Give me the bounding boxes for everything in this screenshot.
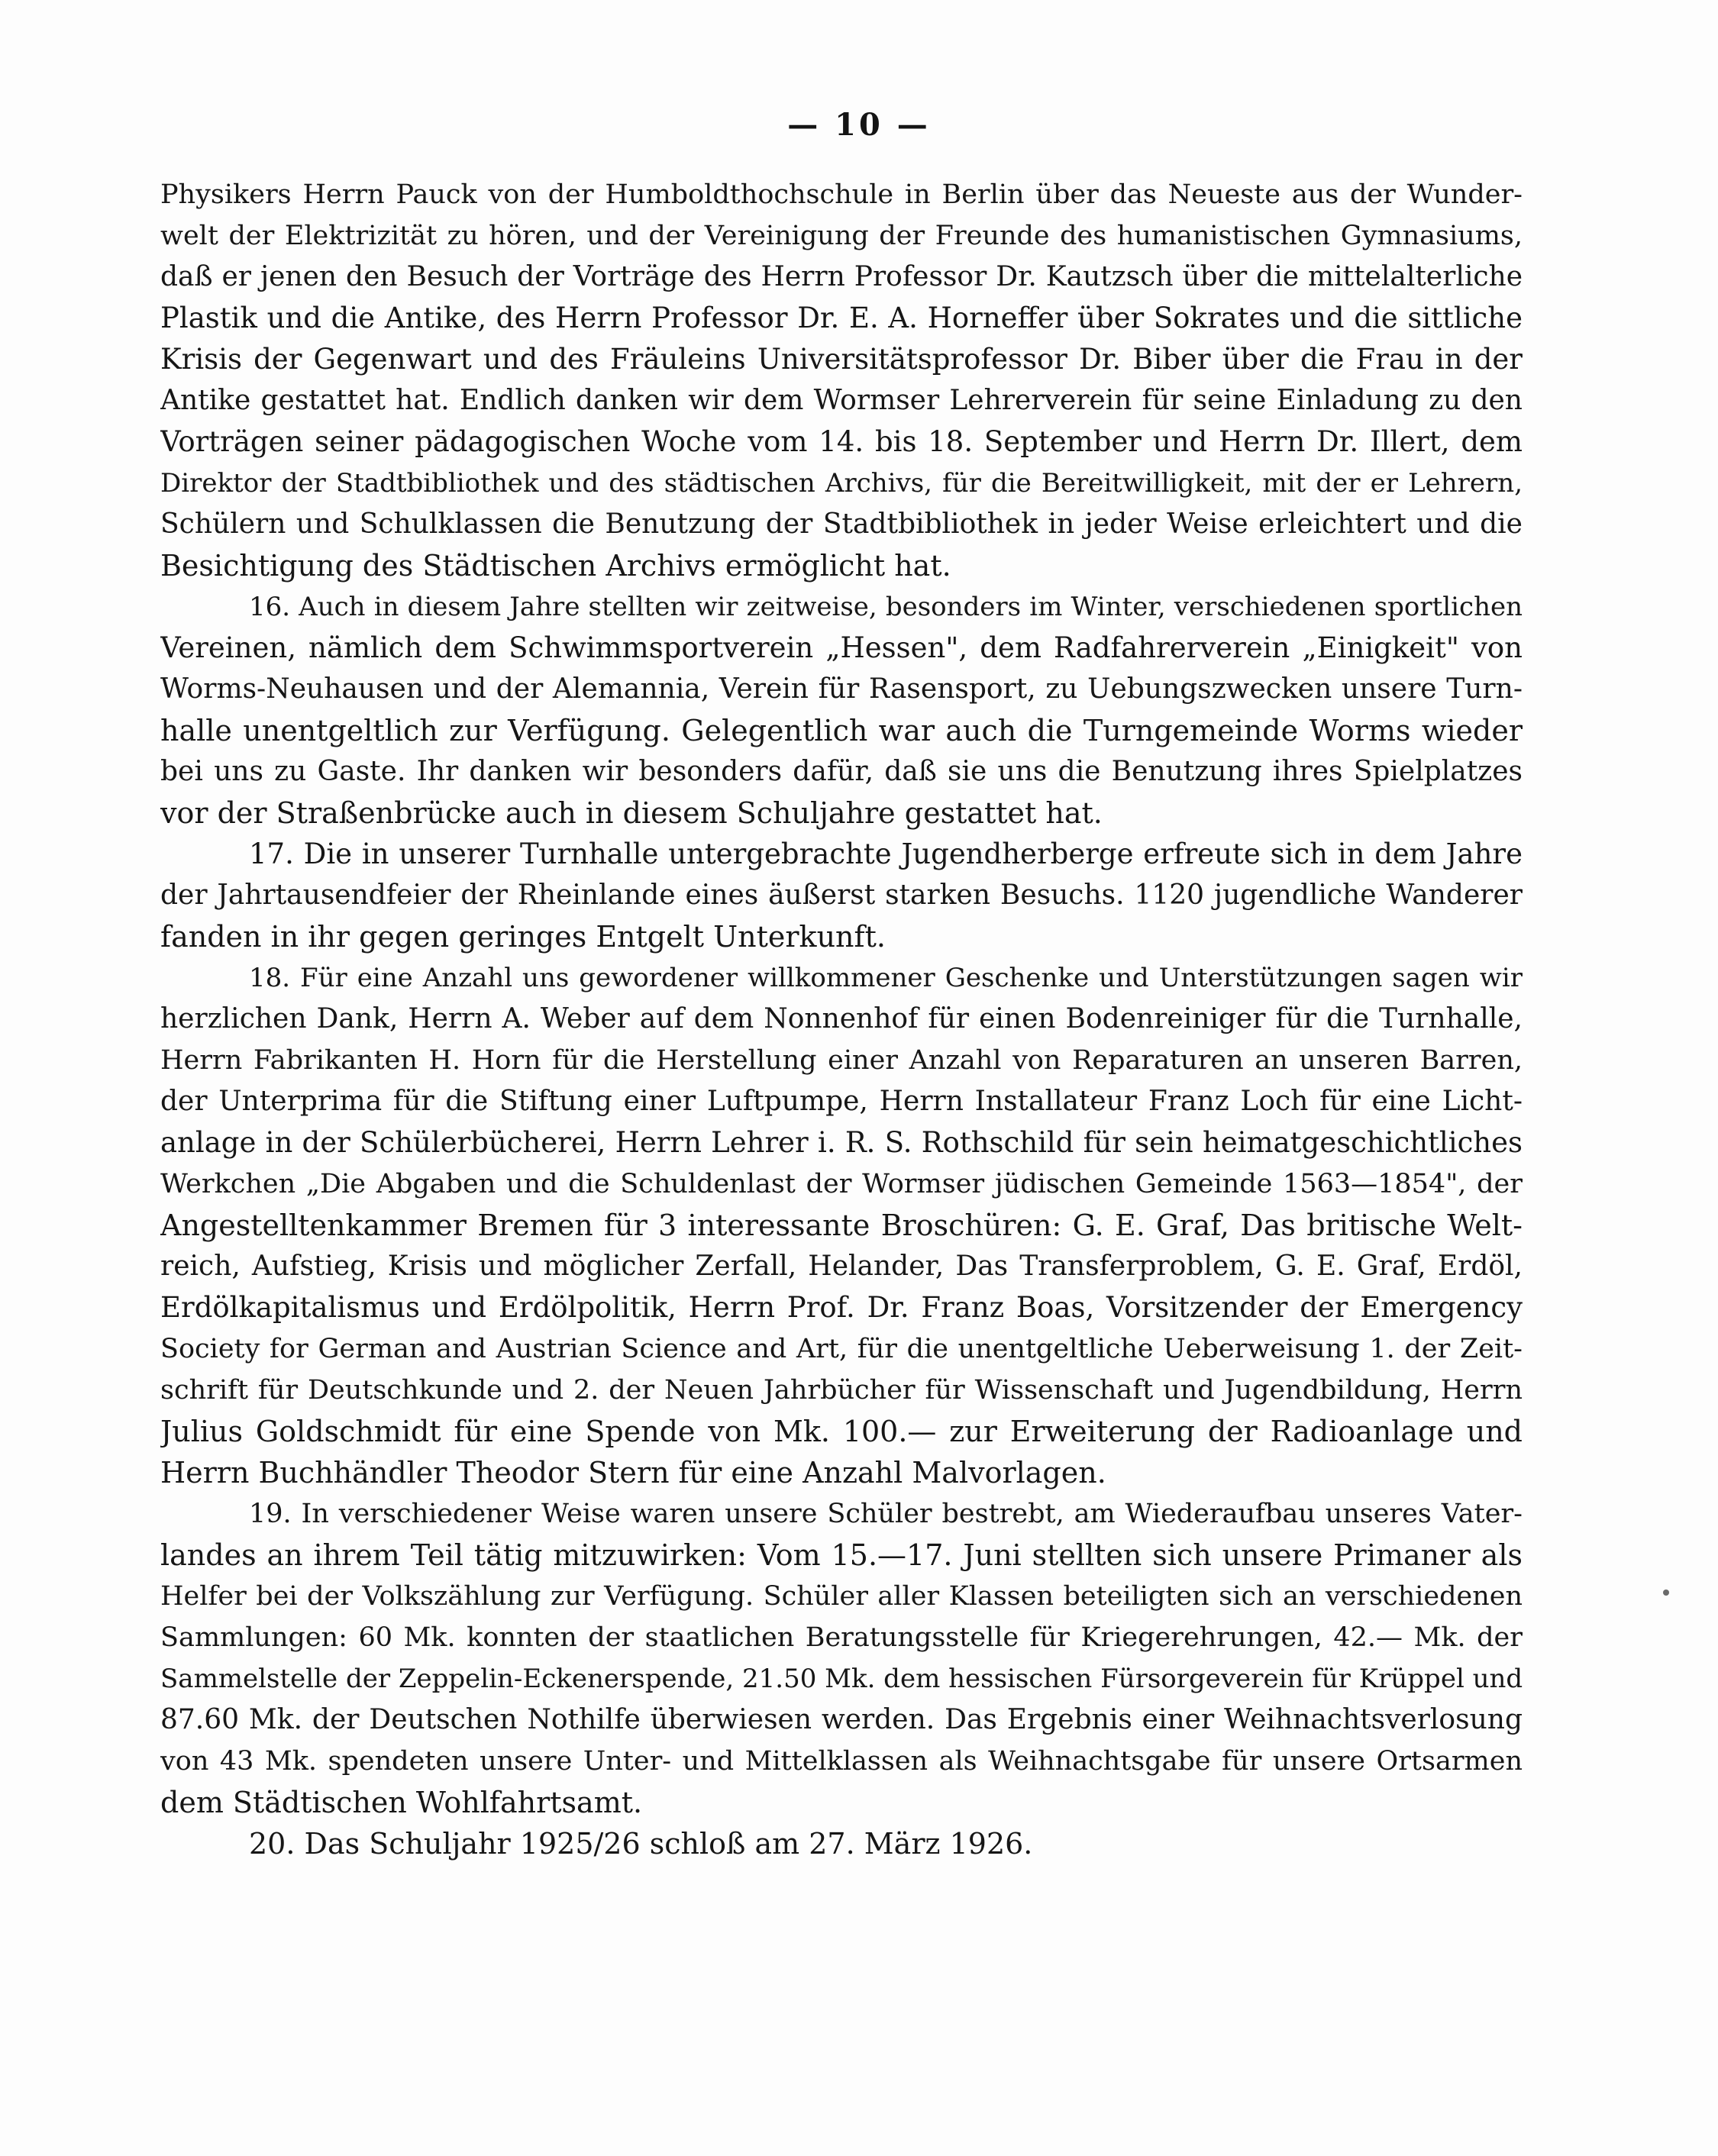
text-line: 20. Das Schuljahr 1925/26 schloß am 27. März 1926. (249, 1827, 1033, 1861)
text-line: welt der Elektrizität zu hören, und der Vereinigung der Freunde des humanistischen Gymnasiums, (160, 221, 1523, 251)
text-line: Sammlungen: 60 Mk. konnten der staatlichen Beratungsstelle für Kriegerehrungen, 42.— Mk. der (160, 1622, 1523, 1653)
text-line: 19. In verschiedener Weise waren unsere Schüler bestrebt, am Wiederaufbau unseres Vater- (249, 1499, 1523, 1529)
text-line: 18. Für eine Anzahl uns gewordener willkommener Geschenke und Unterstützungen sagen wir (249, 963, 1523, 993)
text-line: Vereinen, nämlich dem Schwimmsportverein „Hessen", dem Radfahrerverein „Einigkeit" von (160, 631, 1523, 664)
text-line: 87.60 Mk. der Deutschen Nothilfe überwiesen werden. Das Ergebnis einer Weihnachtsverlosung (160, 1704, 1523, 1735)
text-line: Sammelstelle der Zeppelin-Eckenerspende, 21.50 Mk. dem hessischen Fürsorgeverein für Krüppel und (160, 1664, 1523, 1694)
text-line: daß er jenen den Besuch der Vorträge des Herrn Professor Dr. Kautzsch über die mittelalterliche (160, 261, 1523, 292)
text-line: Julius Goldschmidt für eine Spende von Mk. 100.— zur Erweiterung der Radioanlage und (160, 1415, 1523, 1448)
text-line: schrift für Deutschkunde und 2. der Neuen Jahrbücher für Wissenschaft und Jugendbildung, Herrn (160, 1375, 1523, 1406)
text-line: Angestelltenkammer Bremen für 3 interessante Broschüren: G. E. Graf, Das britische Welt- (160, 1209, 1523, 1242)
text-line: Herrn Fabrikanten H. Horn für die Herstellung einer Anzahl von Reparaturen an unseren Barren, (160, 1045, 1523, 1076)
text-line: Physikers Herrn Pauck von der Humboldthochschule in Berlin über das Neueste aus der Wunder- (160, 179, 1523, 210)
text-line: bei uns zu Gaste. Ihr danken wir besonders dafür, daß sie uns die Benutzung ihres Spielplatzes (160, 756, 1523, 787)
text-line: der Unterprima für die Stiftung einer Luftpumpe, Herrn Installateur Franz Loch für eine Licht- (160, 1086, 1523, 1117)
text-line: Society for German and Austrian Science and Art, für die unentgeltliche Ueberweisung 1. der Zeit- (160, 1334, 1523, 1364)
text-line: der Jahrtausendfeier der Rheinlande eines äußerst starken Besuchs. 1120 jugendliche Wanderer (160, 880, 1523, 911)
text-line: Worms-Neuhausen und der Alemannia, Verein für Rasensport, zu Uebungszwecken unsere Turn- (160, 673, 1523, 705)
page-number: — 10 — (787, 107, 931, 143)
text-line: dem Städtischen Wohlfahrtsamt. (160, 1786, 643, 1819)
text-line: anlage in der Schülerbücherei, Herrn Lehrer i. R. S. Rothschild für sein heimatgeschichtliches (160, 1126, 1523, 1159)
text-line: landes an ihrem Teil tätig mitzuwirken: Vom 15.—17. Juni stellten sich unsere Primaner als (160, 1538, 1523, 1572)
text-line: Helfer bei der Volkszählung zur Verfügung. Schüler aller Klassen beteiligten sich an verschiedenen (160, 1581, 1523, 1612)
text-line: von 43 Mk. spendeten unsere Unter- und Mittelklassen als Weihnachtsgabe für unsere Ortsarmen (160, 1746, 1523, 1777)
text-line: herzlichen Dank, Herrn A. Weber auf dem Nonnenhof für einen Bodenreiniger für die Turnhalle, (160, 1003, 1523, 1034)
text-line: reich, Aufstieg, Krisis und möglicher Zerfall, Helander, Das Transferproblem, G. E. Graf, Erdöl, (160, 1251, 1523, 1282)
text-line: Plastik und die Antike, des Herrn Professor Dr. E. A. Horneffer über Sokrates und die sittliche (160, 302, 1523, 334)
text-line: Vorträgen seiner pädagogischen Woche vom 14. bis 18. September und Herrn Dr. Illert, dem (160, 425, 1523, 458)
scan-speck (1663, 1590, 1669, 1596)
text-line: Erdölkapitalismus und Erdölpolitik, Herrn Prof. Dr. Franz Boas, Vorsitzender der Emergency (160, 1291, 1523, 1324)
body-text (160, 174, 1523, 1864)
text-line: Besichtigung des Städtischen Archivs ermöglicht hat. (160, 549, 951, 583)
text-line: 17. Die in unserer Turnhalle untergebrachte Jugendherberge erfreute sich in dem Jahre (249, 838, 1523, 870)
text-line: Werkchen „Die Abgaben und die Schuldenlast der Wormser jüdischen Gemeinde 1563—1854", der (160, 1169, 1523, 1199)
text-line: Antike gestattet hat. Endlich danken wir dem Wormser Lehrerverein für seine Einladung zu den (160, 385, 1523, 416)
text-line: 16. Auch in diesem Jahre stellten wir zeitweise, besonders im Winter, verschiedenen sportlichen (249, 592, 1523, 622)
text-line: Krisis der Gegenwart und des Fräuleins Universitätsprofessor Dr. Biber über die Frau in der (160, 343, 1523, 376)
text-line: halle unentgeltlich zur Verfügung. Gelegentlich war auch die Turngemeinde Worms wieder (160, 714, 1523, 747)
text-line: Direktor der Stadtbibliothek und des städtischen Archivs, für die Bereitwilligkeit, mit der er Lehrern, (160, 468, 1523, 499)
text-line: Schülern und Schulklassen die Benutzung der Stadtbibliothek in jeder Weise erleichtert und die (160, 508, 1523, 540)
text-line: vor der Straßenbrücke auch in diesem Schuljahre gestattet hat. (160, 796, 1103, 830)
text-line: fanden in ihr gegen geringes Entgelt Unterkunft. (160, 920, 886, 954)
text-line: Herrn Buchhändler Theodor Stern für eine Anzahl Malvorlagen. (160, 1456, 1106, 1490)
